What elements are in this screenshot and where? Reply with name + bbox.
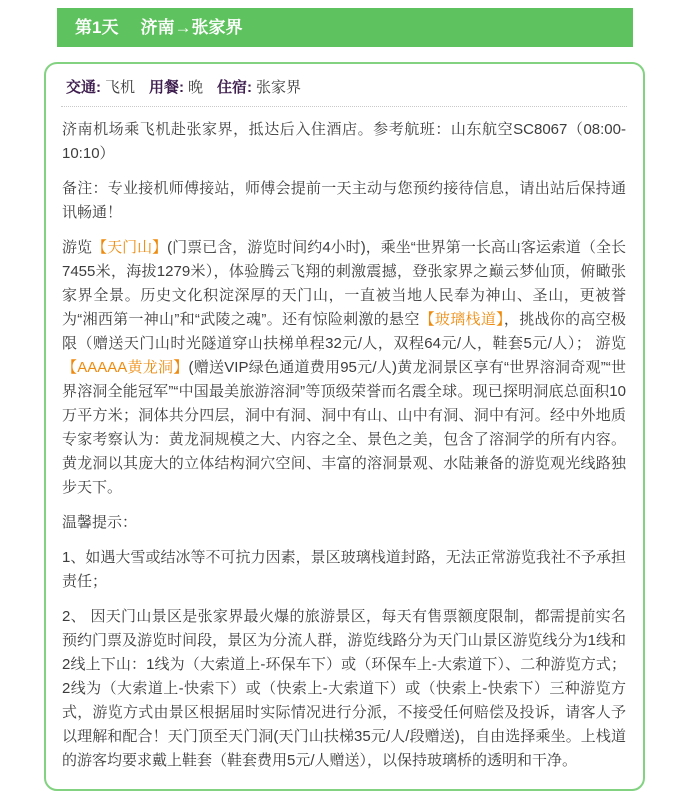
highlight-attraction-name: 【AAAAA黄龙洞】 <box>62 359 189 376</box>
text-segment: (门票已含，游览时间约4小时)，乘坐“世界第一长高山客运索道（全长7455米，海拔1279米），体验腾云飞翔的刺激震撼，登张家界之巅云梦仙顶，俯瞰张家界全景。历史文化积淀深厚的天门山，一直被当地人民奉为神山、圣山，更被誉为“湘西第一神山”和“武陵之魂”。还有惊险刺激的悬空 <box>62 239 626 328</box>
text-segment: 济南机场乘飞机赴张家界，抵达后入住酒店。参考航班：山东航空SC8067（08:00-10:10） <box>62 121 626 162</box>
info-item <box>66 79 135 96</box>
itinerary-page <box>0 8 682 791</box>
info-label: 用餐: <box>149 79 185 96</box>
text-segment: (赠送VIP绿色通道费用95元/人)黄龙洞景区享有“世界溶洞奇观”“世界溶洞全能冠军”“中国最美旅游溶洞”等顶级荣誉而名震全球。现已探明洞底总面积10万平方米；洞体共分四层，洞中有洞、洞中有山、山中有洞、洞中有河。经中外地质专家考察认为：黄龙洞规模之大、内容之全、景色之美，包含了溶洞学的所有内容。黄龙洞以其庞大的立体结构洞穴空间、丰富的溶洞景观、水陆兼备的游览观光线路独步天下。 <box>62 359 626 496</box>
info-value: 张家界 <box>256 79 302 96</box>
info-label: 住宿: <box>217 79 253 96</box>
info-item <box>149 79 203 96</box>
paragraph <box>62 605 626 773</box>
text-segment: 游览 <box>62 239 93 256</box>
info-label: 交通: <box>66 79 101 96</box>
text-segment: 备注：专业接机师傅接站，师傅会提前一天主动与您预约接待信息，请出站后保持通讯畅通！ <box>62 180 626 221</box>
info-item <box>217 79 301 96</box>
info-value: 飞机 <box>105 79 136 96</box>
paragraph <box>62 511 626 535</box>
itinerary-text <box>61 118 627 773</box>
day-detail-card <box>44 62 645 791</box>
day-number-label: 第1天 <box>75 18 119 37</box>
paragraph <box>62 118 626 166</box>
travel-info-bar <box>61 71 627 103</box>
text-segment: 1、如遇大雪或结冰等不可抗力因素，景区玻璃栈道封路，无法正常游览我社不予承担责任； <box>62 549 626 590</box>
text-segment: ，挑战你的高空极限（赠送天门山时光隧道穿山扶梯单程32元/人，双程64元/人，鞋套5元/人）； 游览 <box>62 311 626 352</box>
paragraph <box>62 236 626 500</box>
paragraph <box>62 177 626 225</box>
text-segment: 温馨提示： <box>62 514 138 531</box>
day-route-label: 济南→张家界 <box>140 18 243 37</box>
highlight-attraction-name: 【玻璃栈道】 <box>419 311 504 328</box>
info-value: 晚 <box>188 79 204 96</box>
highlight-attraction-name: 【天门山】 <box>92 239 168 256</box>
paragraph <box>62 546 626 594</box>
text-segment: 2、 因天门山景区是张家界最火爆的旅游景区，每天有售票额度限制，都需提前实名预约门票及游览时间段，景区为分流人群，游览线路分为天门山景区游览线分为1线和2线上下山：1线为（大索道上-环保车下）或（环保车上-大索道下）、二种游览方式；2线为（大索道上-快索下）或（快索上-大索道下）或（快索上-快索下）三种游览方式，游览方式由景区根据届时实际情况进行分派，不接受任何赔偿及投诉，请客人予以理解和配合！天门顶至天门洞(天门山扶梯35元/人/段赠送)，自由选择乘坐。上栈道的游客均要求戴上鞋套（鞋套费用5元/人赠送），以保持玻璃桥的透明和干净。 <box>62 608 626 769</box>
day-header-bar <box>57 8 633 47</box>
dotted-divider <box>61 105 627 107</box>
